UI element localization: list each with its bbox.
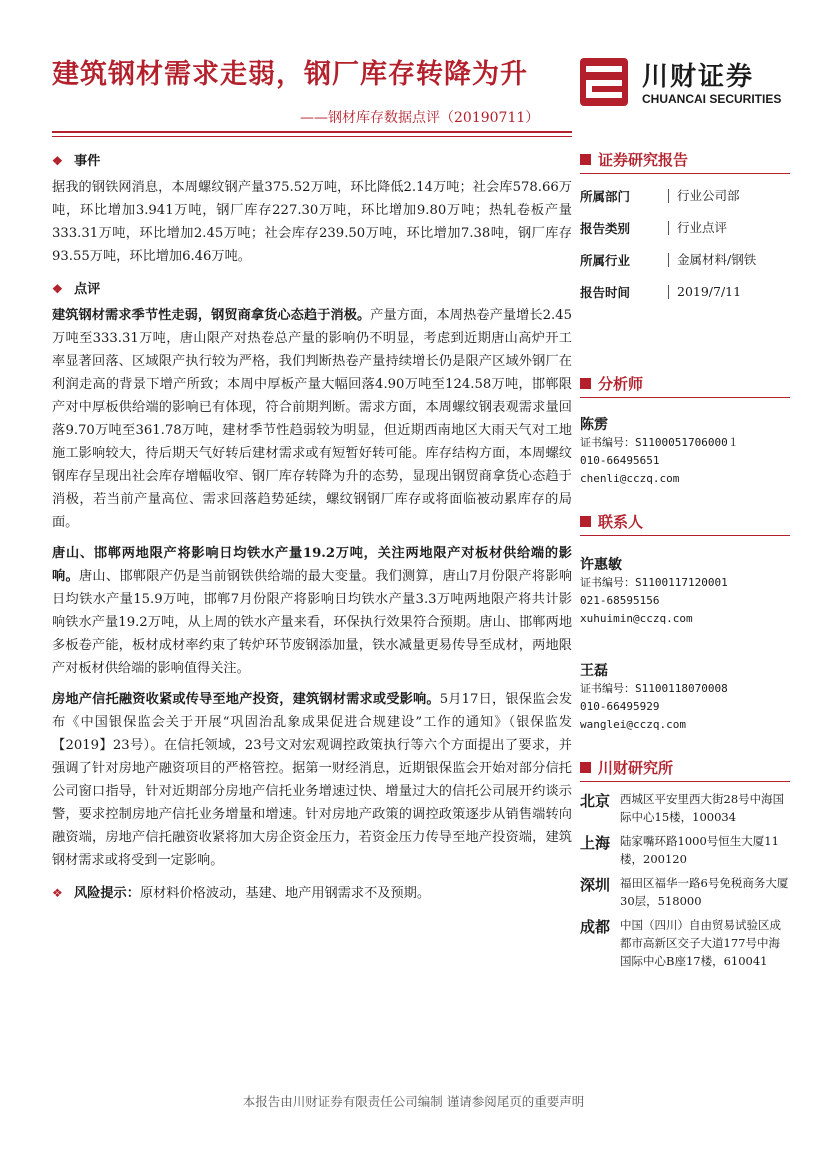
contact-phone: 010-66495929 — [580, 700, 660, 713]
company-logo — [578, 52, 798, 112]
analyst-cert: 证书编号：S1100051706000１ — [580, 436, 739, 449]
diamond-bullet-icon: ❖ — [52, 885, 63, 900]
comment-paragraph-2: 唐山、邯郸两地限产将影响日均铁水产量19.2万吨，关注两地限产对板材供给端的影响。唐山、邯郸限产仍是当前钢铁供给端的最大变量。我们测算，唐山7月份限产将影响日均铁水产量15.9万吨，邯郸7月份限产将影响日均铁水产量3.3万吨两地限产将共计影响铁水产量19.2万吨，从上周的铁水产量来看，环保执行效果符合预期。唐山、邯郸两地多板卷产能，板材成材率约束了转炉环节废钢添加量，铁水减量更易传导至成材，两地限产对板材供给端的影响值得关注。 — [52, 546, 573, 676]
institute-heading: 川财研究所 — [580, 756, 790, 778]
square-bullet-icon — [580, 378, 591, 389]
office-row: 北京 西城区平安里西大街28号中海国际中心15楼，100034 — [580, 792, 785, 824]
main-content — [52, 148, 572, 908]
contact-email[interactable]: wanglei@cczq.com — [580, 718, 686, 731]
office-row: 深圳 福田区福华一路6号免税商务大厦30层，518000 — [580, 876, 789, 908]
comment-heading: ❖ 点评 — [52, 276, 572, 302]
contact-name: 许惠敏 — [580, 557, 622, 573]
logo-cn-text: 川财证券 — [642, 62, 755, 92]
report-type-heading: 证券研究报告 — [580, 148, 790, 170]
risk-note: ❖ 风险提示： 原材料价格波动，基建、地产用钢需求不及预期。 — [52, 880, 572, 906]
meta-row: 报告时间 2019/7/11 — [580, 284, 742, 300]
comment-paragraph-3: 房地产信托融资收紧或传导至地产投资，建筑钢材需求或受影响。5月17日，银保监会发布《中国银保监会关于开展“巩固治乱象成果促进合规建设”工作的通知》（银保监发【2019】23号）。在信托领域，23号文对宏观调控政策执行等六个方面提出了要求，并强调了针对房地产融资项目的严格管控。据第一财经消息，近期银保监会开始对部分信托公司窗口指导，针对近期部分房地产信托业务增速过快、增量过大的信托公司展开约谈示警，要求控制房地产信托业务增量和增速。针对房地产政策的调控政策逐步从销售端转向融资端，房地产信托融资收紧将加大房企资金压力，若资金压力传导至地产投资端，建筑钢材需求或将受到一定影响。 — [52, 692, 573, 868]
sidebar — [580, 148, 790, 976]
page-footer: 本报告由川财证券有限责任公司编制 谨请参阅尾页的重要声明 — [242, 1094, 585, 1109]
square-bullet-icon — [580, 516, 591, 527]
comment-paragraph-1: 建筑钢材需求季节性走弱，钢贸商拿货心态趋于消极。产量方面，本周热卷产量增长2.45万吨至333.31万吨，唐山限产对热卷总产量的影响仍不明显，考虑到近期唐山高炉开工率显著回落、区域限产执行较为严格，我们判断热卷产量持续增长仍是限产区域外钢厂在利润走高的背景下增产所致；本周中厚板产量大幅回落4.90万吨至124.58万吨，邯郸限产对中厚板供给端的影响已有体现，符合前期判断。需求方面，本周螺纹钢表观需求量回落9.70万吨至361.78万吨，建材季节性趋弱较为明显，但近期西南地区大雨天气对工地施工影响较大，待后期天气好转后建材需求或有短暂好转可能。库存结构方面，本周螺纹钢库存呈现出社会库存增幅收窄、钢厂库存转降为升的态势，显现出钢贸商拿货心态趋于消极，若当前产量高位、需求回落趋势延续，螺纹钢钢厂库存或将面临被动累库存的局面。 — [52, 308, 572, 530]
contact-phone: 021-68595156 — [580, 594, 660, 607]
event-paragraph: 据我的钢铁网消息，本周螺纹钢产量375.52万吨，环比降低2.14万吨；社会库578.66万吨，环比增加3.941万吨，钢厂库存227.30万吨，环比增加9.80万吨；热轧卷板产量333.31万吨，环比增加2.45万吨；社会库存239.50万吨，环比增加7.38吨，钢厂库存93.55万吨，环比增加6.46万吨。 — [52, 180, 572, 264]
meta-row: 所属部门 行业公司部 — [580, 188, 740, 204]
sidebar-divider — [580, 781, 790, 782]
contact-heading: 联系人 — [580, 510, 790, 532]
logo-mark-icon — [578, 56, 630, 108]
report-title: 建筑钢材需求走弱，钢厂库存转降为升 — [52, 59, 528, 90]
sidebar-divider — [580, 173, 790, 174]
contact-name: 王磊 — [580, 663, 608, 679]
office-row: 成都 中国（四川）自由贸易试验区成都市高新区交子大道177号中海国际中心B座17楼，610041 — [580, 918, 781, 968]
meta-row: 报告类别 行业点评 — [580, 220, 728, 236]
analyst-phone: 010-66495651 — [580, 454, 660, 467]
contact-email[interactable]: xuhuimin@cczq.com — [580, 612, 693, 625]
logo-en-text: CHUANCAI SECURITIES — [642, 92, 782, 106]
meta-row: 所属行业 金属材料/钢铁 — [580, 252, 757, 268]
office-row: 上海 陆家嘴环路1000号恒生大厦11楼，200120 — [580, 834, 779, 866]
header-divider — [52, 131, 572, 133]
header-divider-thin — [52, 136, 572, 137]
contact-cert: 证书编号：S1100118070008 — [580, 682, 728, 695]
analyst-name: 陈雳 — [580, 417, 608, 433]
diamond-bullet-icon: ❖ — [52, 281, 63, 296]
square-bullet-icon — [580, 154, 591, 165]
analyst-heading: 分析师 — [580, 372, 790, 394]
diamond-bullet-icon: ❖ — [52, 153, 63, 168]
report-subtitle: ——钢材库存数据点评（20190711） — [300, 110, 540, 126]
analyst-email[interactable]: chenli@cczq.com — [580, 472, 680, 485]
contact-cert: 证书编号：S1100117120001 — [580, 576, 728, 589]
square-bullet-icon — [580, 762, 591, 773]
event-heading: ❖ 事件 — [52, 148, 572, 174]
